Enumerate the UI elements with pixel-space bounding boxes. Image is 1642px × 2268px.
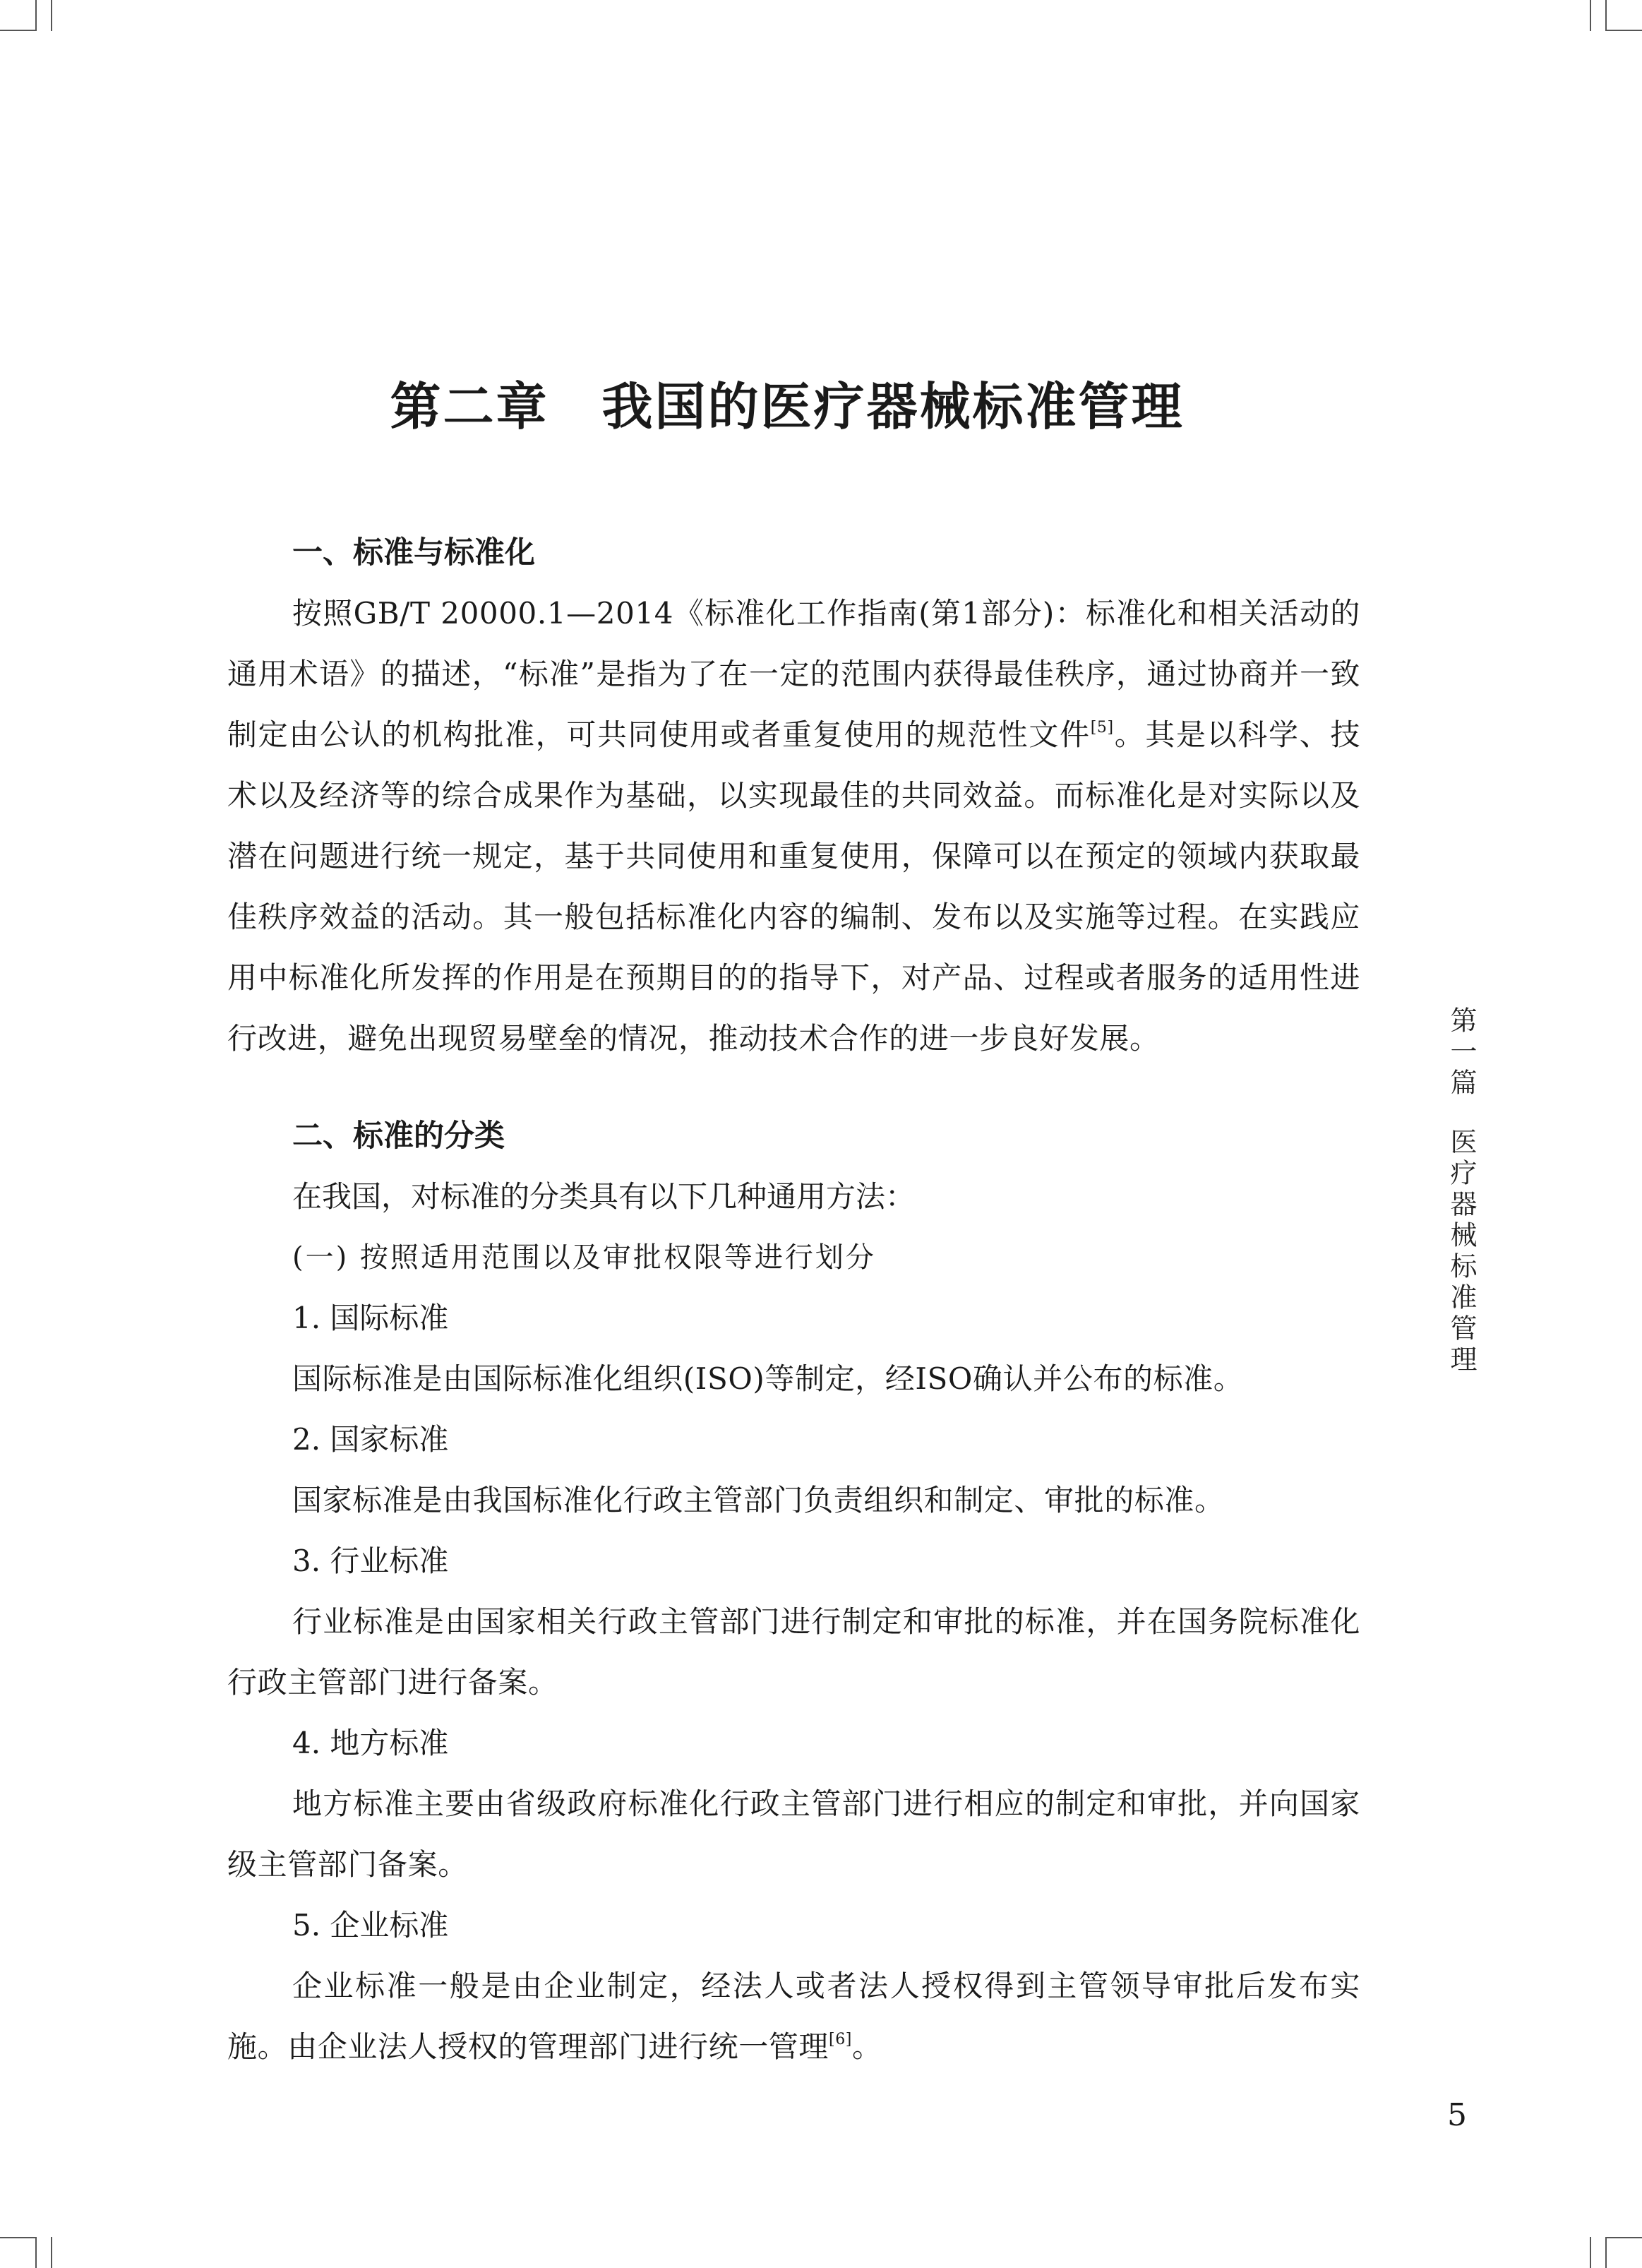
paragraph-standard-definition [227,583,1360,1069]
crop-mark [1605,2237,1607,2268]
section-heading-standards: 一、标准与标准化 [292,535,535,571]
paragraph-text: 企业标准一般是由企业制定，经法人或者法人授权得到主管领导审批后发布实施。由企业法人授权的管理部门进行统一管理 [227,1969,1360,2064]
item-text-local: 地方标准主要由省级政府标准化行政主管部门进行相应的制定和审批，并向国家级主管部门备案。 [227,1786,1360,1882]
item-text-international: 国际标准是由国际标准化组织(ISO)等制定，经ISO确认并公布的标准。 [292,1361,1244,1396]
crop-mark [1605,2237,1642,2238]
paragraph-text: 。其是以科学、技术以及经济等的综合成果作为基础，以实现最佳的共同效益。而标准化是对实际以及潜在问题进行统一规定，基于共同使用和重复使用，保障可以在预定的领域内获取最佳秩序效益的活动。其一般包括标准化内容的编制、发布以及实施等过程。在实践应用中标准化所发挥的作用是在预期目的的指导下，对产品、过程或者服务的适用性进行改进，避免出现贸易壁垒的情况，推动技术合作的进一步良好发展。 [227,717,1360,1056]
crop-mark [51,0,52,31]
subsection-heading: (一) 按照适用范围以及审批权限等进行划分 [292,1241,876,1274]
section-heading-classification: 二、标准的分类 [292,1118,505,1154]
item-title-national: 2. 国家标准 [292,1422,449,1457]
citation-ref: [5] [1090,719,1114,736]
item-text-enterprise [227,1956,1360,2077]
item-title-enterprise: 5. 企业标准 [292,1908,449,1942]
crop-mark [35,0,37,31]
crop-mark [51,2237,52,2268]
crop-mark [0,2237,37,2238]
chapter-title: 第二章 我国的医疗器械标准管理 [390,377,1185,436]
crop-mark [1590,0,1591,31]
side-running-head [1440,1006,1482,1376]
item-text-national: 国家标准是由我国标准化行政主管部门负责组织和制定、审批的标准。 [292,1483,1225,1517]
side-title-label: 医疗器械标准管理 [1446,1128,1477,1376]
crop-mark [0,30,37,31]
paragraph-text: 。 [851,2029,882,2064]
item-title-local: 4. 地方标准 [292,1726,449,1760]
item-title-industry: 3. 行业标准 [292,1544,449,1578]
item-title-international: 1. 国际标准 [292,1301,449,1335]
crop-mark [35,2237,37,2268]
item-text-industry: 行业标准是由国家相关行政主管部门进行制定和审批的标准，并在国务院标准化行政主管部门进行备案。 [227,1604,1360,1700]
paragraph-text: 按照GB/T 20000.1—2014《标准化工作指南(第1部分)：标准化和相关活动的通用术语》的描述，“标准”是指为了在一定的范围内获得最佳秩序，通过协商并一致制定由公认的机构批准，可共同使用或者重复使用的规范性文件 [227,596,1360,752]
side-part-label: 第一篇 [1446,1006,1477,1099]
citation-ref: [6] [829,2031,852,2048]
page-body [227,523,1360,2077]
crop-mark [1605,0,1607,31]
classification-intro: 在我国，对标准的分类具有以下几种通用方法： [292,1179,916,1214]
crop-mark [1590,2237,1591,2268]
crop-mark [1605,30,1642,31]
page-number: 5 [1447,2097,1467,2133]
